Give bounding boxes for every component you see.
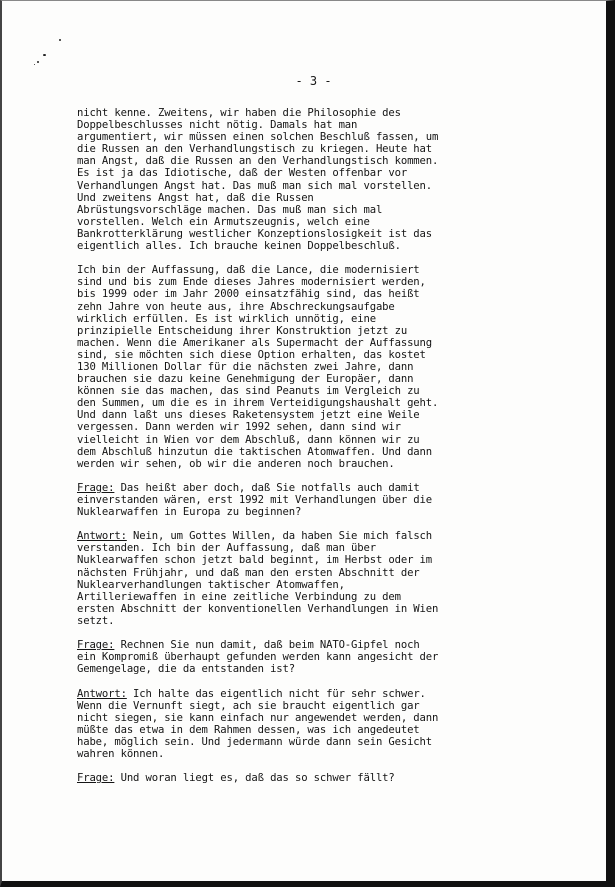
speaker-label: Antwort: <box>77 530 127 543</box>
speaker-label: Frage: <box>77 639 115 652</box>
scan-speck <box>43 54 46 56</box>
speaker-label: Antwort: <box>77 687 127 700</box>
paragraph-text: Und woran liegt es, daß das so schwer fällt? <box>114 772 395 785</box>
paragraph-text: Nein, um Gottes Willen, da haben Sie mich falsch verstanden. Ich bin der Auffassung, daß man über Nuklearwaffen schon jetzt bald beginnt, im Herbst oder im nächsten Frühjahr, und daß man den ersten Abschnitt der Nuklearverhandlungen taktischer Atomwaffen, Artilleriewaffen in eine zeitliche Verbindung zu dem ersten Abschnitt der konventionellen Verhandlungen in Wien setzt. <box>77 530 439 627</box>
page-number: - 3 - <box>295 74 332 88</box>
paragraph-text: Ich halte das eigentlich nicht für sehr schwer. Wenn die Vernunft siegt, ach sie braucht eigentlich gar nicht siegen, sie kann einfach nur angewendet werden, dann müßte das etwa in dem Rahmen dessen, was ich angedeutet habe, möglich sein. Und jedermann würde dann sein Gesicht wahren können. <box>77 687 439 760</box>
scan-speck <box>34 64 35 65</box>
paragraph-text: Das heißt aber doch, daß Sie notfalls auch damit einverstanden wären, erst 1992 mit Verhandlungen über die Nuklearwaffen in Europa zu beginnen? <box>77 481 432 519</box>
answer-paragraph <box>77 530 517 627</box>
question-paragraph <box>77 482 517 518</box>
speaker-label: Frage: <box>77 772 115 785</box>
scan-speck <box>59 39 61 41</box>
paragraph-text: nicht kenne. Zweitens, wir haben die Philosophie des Doppelbeschlusses nicht nötig. Damals hat man argumentiert, wir müssen einen solchen Beschluß fassen, um die Russen an den Verhandlungstisch zu kriegen. Heute hat man Angst, daß die Russen an den Verhandlungstisch kommen. Es ist ja das Idiotische, daß der Westen offenbar vor Verhandlungen Angst hat. Das muß man sich mal vorstellen. Und zweitens Angst hat, daß die Russen Abrüstungsvorschläge machen. Das muß man sich mal vorstellen. Welch ein Armutszeugnis, welch eine Bankrotterklärung westlicher Konzeptionslosigkeit ist das eigentlich alles. Ich brauche keinen Doppelbeschluß. <box>77 107 439 253</box>
question-paragraph <box>77 639 517 675</box>
paragraph <box>77 264 517 470</box>
paragraph-text: Rechnen Sie nun damit, daß beim NATO-Gipfel noch ein Kompromiß überhaupt gefunden werden kann angesicht der Gemengelage, die da entstanden ist? <box>77 639 439 676</box>
answer-paragraph <box>77 688 517 761</box>
question-paragraph <box>77 772 517 784</box>
paragraph <box>77 107 517 252</box>
paragraph-text: Ich bin der Auffassung, daß die Lance, die modernisiert sind und bis zum Ende dieses Jahres modernisiert werden, bis 1999 oder im Jahr 2000 einsatzfähig sind, das heißt zehn Jahre von heute aus, ihre Abschreckungsaufgabe wirklich erfüllen. Es ist wirklich unnötig, eine prinzipielle Entscheidung ihrer Konstruktion jetzt zu machen. Wenn die Amerikaner als Supermacht der Auffassung sind, sie möchten sich diese Option erhalten, das kostet 130 Millionen Dollar für die nächsten zwei Jahre, dann brauchen sie dazu keine Genehmigung der Europäer, dann können sie das machen, das sind Peanuts im Vergleich zu den Summen, um die es in ihrem Verteidigungshaushalt geht. Und dann laßt uns dieses Raketensystem jetzt eine Weile vergessen. Dann werden wir 1992 sehen, dann sind wir vielleicht in Wien vor dem Abschluß, dann können wir zu dem Abschluß hinzutun die taktischen Atomwaffen. Und dann werden wir sehen, ob wir die anderen noch brauchen. <box>77 264 439 470</box>
speaker-label: Frage: <box>77 481 115 494</box>
document-body <box>77 107 517 796</box>
scan-speck <box>37 61 39 63</box>
